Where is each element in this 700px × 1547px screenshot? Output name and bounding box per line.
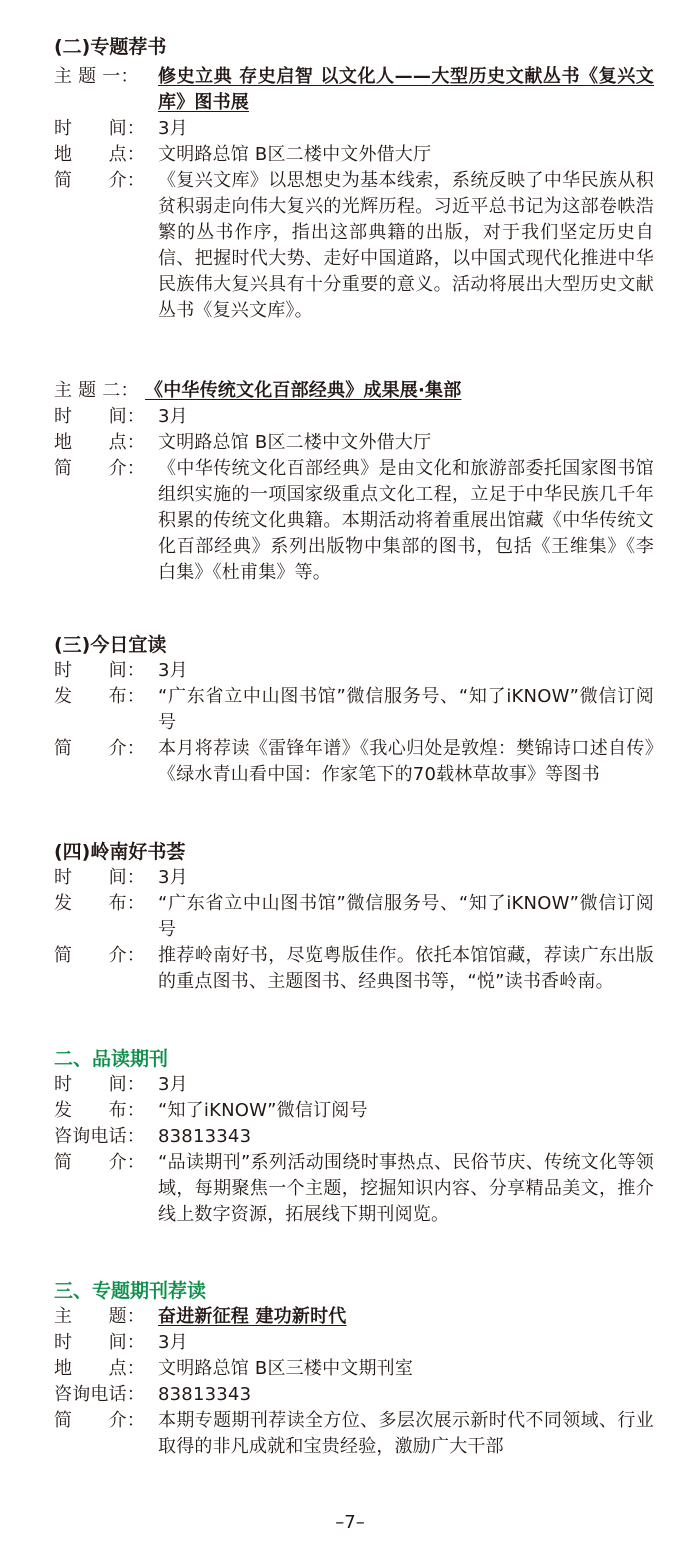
intro-row: [54, 456, 654, 586]
field-label: 发 布：: [54, 893, 145, 914]
field-value: 《中华传统文化百部经典》是由文化和旅游部委托国家图书馆组织实施的一项国家级重点文化工程，立足于中华民族几千年积累的传统文化典籍。本期活动将着重展出馆藏《中华传统文化百部经典》系列出版物中集部的图书，包括《王维集》《李白集》《杜甫集》等。: [158, 458, 654, 583]
field-label: 地 点：: [54, 1358, 145, 1379]
field-value: 3月: [158, 118, 188, 139]
theme-one-title: 修史立典 存史启智 以文化人——大型历史文献丛书《复兴文库》图书展: [158, 66, 654, 113]
phone-number: 83813343: [158, 1126, 252, 1147]
field-label: 咨询电话：: [54, 1384, 145, 1405]
publish-row: [54, 891, 654, 943]
field-label: 时 间：: [54, 118, 145, 139]
place-row: [54, 430, 654, 456]
field-value: 3月: [158, 660, 188, 681]
field-label: 简 介：: [54, 1152, 145, 1173]
field-label: 发 布：: [54, 686, 145, 707]
time-row: [54, 1330, 654, 1356]
field-label: 主 题：: [54, 1306, 145, 1327]
theme-title: 奋进新征程 建功新时代: [158, 1306, 347, 1327]
field-value: “知了iKNOW”微信订阅号: [158, 1100, 368, 1121]
theme-title-row: [54, 1304, 654, 1330]
field-value: 推荐岭南好书，尽览粤版佳作。依托本馆馆藏，荐读广东出版的重点图书、主题图书、经典图书等，“悦”读书香岭南。: [158, 945, 654, 992]
section-heading: 三、专题期刊荐读: [54, 1280, 207, 1302]
phone-row: [54, 1382, 654, 1408]
phone-row: [54, 1124, 654, 1150]
intro-row: [54, 943, 654, 995]
field-value: 《复兴文库》以思想史为基本线索，系统反映了中华民族从积贫积弱走向伟大复兴的光辉历程。习近平总书记为这部卷帙浩繁的丛书作序，指出这部典籍的出版，对于我们坚定历史自信、把握时代大势、走好中国道路，以中国式现代化推进中华民族伟大复兴具有十分重要的意义。活动将展出大型历史文献丛书《复兴文库》。: [158, 170, 654, 321]
field-label: 简 介：: [54, 458, 145, 479]
field-value: 文明路总馆 B区三楼中文期刊室: [158, 1358, 414, 1379]
section-theme-two: [54, 378, 654, 586]
place-row: [54, 1356, 654, 1382]
field-label: 时 间：: [54, 660, 145, 681]
time-row: [54, 404, 654, 430]
page-number: –7–: [335, 1512, 365, 1533]
section-heading: (二)专题荐书: [54, 36, 167, 58]
intro-row: [54, 736, 654, 788]
field-label: 简 介：: [54, 1410, 145, 1431]
field-label: 简 介：: [54, 170, 145, 191]
field-label: 咨询电话：: [54, 1126, 145, 1147]
field-value: 3月: [158, 1074, 188, 1095]
field-value: 本期专题期刊荐读全方位、多层次展示新时代不同领域、行业取得的非凡成就和宝贵经验，激励广大干部: [158, 1410, 654, 1457]
field-value: 本月将荐读《雷锋年谱》《我心归处是敦煌：樊锦诗口述自传》《绿水青山看中国：作家笔下的70载林草故事》等图书: [158, 738, 654, 785]
section-heading: (四)岭南好书荟: [54, 841, 186, 863]
section-lingnan-books: [54, 839, 654, 995]
theme-one-title-row: [54, 64, 654, 116]
theme-two-title-row: [54, 378, 654, 404]
time-row: [54, 658, 654, 684]
field-label: 地 点：: [54, 432, 145, 453]
field-label: 时 间：: [54, 1332, 145, 1353]
field-label: 主 题 二：: [54, 380, 139, 401]
field-label: 主 题 一：: [54, 66, 139, 87]
section-periodical-reading: [54, 1046, 654, 1228]
field-label: 时 间：: [54, 406, 145, 427]
field-value: “品读期刊”系列活动围绕时事热点、民俗节庆、传统文化等领域，每期聚焦一个主题，挖掘知识内容、分享精品美文，推介线上数字资源，拓展线下期刊阅览。: [158, 1152, 654, 1225]
field-label: 时 间：: [54, 867, 145, 888]
field-value: “广东省立中山图书馆”微信服务号、“知了iKNOW”微信订阅号: [158, 893, 654, 940]
section-special-periodicals: [54, 1278, 654, 1460]
field-value: 3月: [158, 1332, 188, 1353]
place-row: [54, 142, 654, 168]
field-value: 文明路总馆 B区二楼中文外借大厅: [158, 432, 432, 453]
intro-row: [54, 1408, 654, 1460]
section-today-reading: [54, 632, 654, 788]
section-special-books: [54, 34, 654, 324]
time-row: [54, 116, 654, 142]
theme-two-title: 《中华传统文化百部经典》成果展·集部: [145, 380, 462, 401]
publish-row: [54, 1098, 654, 1124]
publish-row: [54, 684, 654, 736]
field-label: 时 间：: [54, 1074, 145, 1095]
field-value: 3月: [158, 406, 188, 427]
intro-row: [54, 1150, 654, 1228]
phone-number: 83813343: [158, 1384, 252, 1405]
field-value: 3月: [158, 867, 188, 888]
intro-row: [54, 168, 654, 324]
field-label: 简 介：: [54, 945, 145, 966]
field-label: 地 点：: [54, 144, 145, 165]
field-label: 简 介：: [54, 738, 145, 759]
section-heading: 二、品读期刊: [54, 1048, 169, 1070]
field-label: 发 布：: [54, 1100, 145, 1121]
field-value: 文明路总馆 B区二楼中文外借大厅: [158, 144, 432, 165]
field-value: “广东省立中山图书馆”微信服务号、“知了iKNOW”微信订阅号: [158, 686, 654, 733]
time-row: [54, 865, 654, 891]
time-row: [54, 1072, 654, 1098]
section-heading: (三)今日宜读: [54, 634, 167, 656]
